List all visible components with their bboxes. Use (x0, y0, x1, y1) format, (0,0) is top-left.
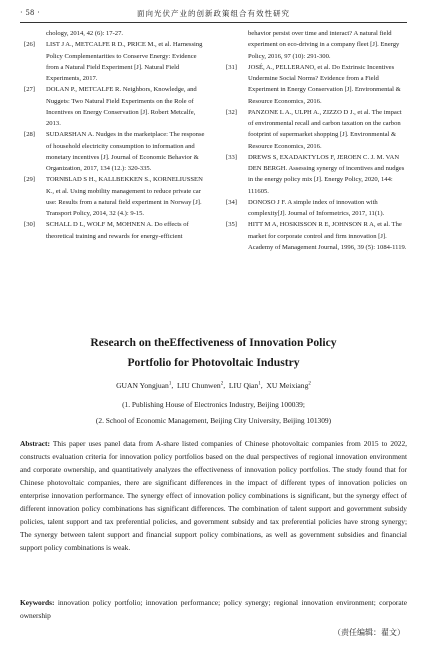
reference-item: chology, 2014, 42 (6): 17-27. (46, 30, 124, 37)
reference-item: [30] SCHALL D L, WOLF M, MOHNEN A. Do effects of theoretical training and rewards for energy-efficient (24, 221, 189, 240)
reference-item: [35] HITT M A, HOSKISSON R E, JOHNSON R A, et al. The market for corporate control and firm innovation [J]. Academy of Management Journal, 1996, 39 (5): 1084-1119. (226, 221, 407, 251)
affiliation-2: (2. School of Economic Management, Beijing City University, Beijing 101309) (95, 416, 332, 425)
reference-item: [27] DOLAN P., METCALFE R. Neighbors, Knowledge, and Nuggets: Two Natural Field Experiments on the Role of Incentives on Energy Conservation [J]. Robert Metcalfe, 2013. (24, 86, 197, 127)
affiliation-1: (1. Publishing House of Electronics Industry, Beijing 100039; (122, 400, 305, 409)
abstract (20, 437, 407, 554)
article-title-line2: Portfolio for Photovoltaic Industry (127, 356, 300, 369)
references-right-column (226, 28, 408, 253)
reference-item: [29] TORNBLAD S H., KALLBEKKEN S., KORNELIUSSEN K., et al. Using mobility management to reduce private car use: Results from a natural field experiment in Norway [J]. Transport Policy, 2014, 32 (4.): 9-15. (24, 176, 203, 217)
reference-item: [26] LIST J A., METCALFE R D., PRICE M., et al. Harnessing Policy Complementarities to Conserve Energy: Evidence from a Natural Field Experiment [J]. Natural Field Experiments, 2017. (24, 41, 203, 82)
author-affiliation-mark: 2 (308, 381, 311, 387)
author-affiliation-mark: 2 (220, 381, 224, 387)
reference-item: [31] JOSÉ, A., PELLERANO, et al. Do Extrinsic Incentives Undermine Social Norms? Evidence from a Field Experiment in Energy Conservation [J]. Environmental & Resource Economics, 2016. (226, 63, 401, 105)
author-list: GUAN Yongjuan$^1$, LIU Chunwen$^2$, LIU Qian$^1$, XU Meixiang$^2$ (116, 381, 311, 390)
author-name: GUAN Yongjuan (116, 381, 169, 390)
article-title-line1: Research on theEffectiveness of Innovation Policy (90, 336, 337, 349)
abstract-text: This paper uses panel data from A-share listed companies of Chinese photovoltaic companies from 2015 to 2022, constructs evaluation criteria for innovation policy portfolios based on the dual perspectives of regional innovation environment and corporate ownership, and quantitatively analyzes the effectiveness of innovation policy portfolios. The study found that for Chinese photovoltaic companies, there are significant differences in the impact of different types of innovation policies on enterprise innovation performance. The synergy effect of innovation policy combinations is significant, but the synergy effect of different innovation policy combinations has significant differences. The combination of talent support and government subsidy policies, talent support and tax preferential policies, and government subsidy and tax preferential policies have strong synergy; The synergy between talent support and financial support policy combinations, as well as government subsidies and financial support policy combinations is weak. (20, 439, 407, 552)
reference-item: [28] SUDARSHAN A. Nudges in the marketplace: The response of household electricity consumption to information and monetary incentives [J]. Journal of Economic Behavior & Organization, 2017, 134 (12.): 320-335. (24, 131, 205, 172)
header-rule (20, 22, 407, 23)
keywords-label: Keywords: (20, 598, 55, 607)
author-affiliation-mark: 1 (168, 381, 172, 387)
reference-item: behavior persist over time and interact? A natural field experiment on eco-driving in a company fleet [J]. Energy Policy, 2016, 97 (10): 291-300. (248, 30, 400, 60)
running-title: 面向光伏产业的创新政策组合有效性研究 (137, 9, 290, 18)
reference-item: [33] DREWS S, EXADAKTYLOS F, JEROEN C. J. M. VAN DEN BERGH. Assessing synergy of incentives and nudges in the energy policy mix [J]. Energy Policy, 2020, 144: 111605. (226, 153, 405, 195)
author-name: LIU Chunwen (177, 381, 221, 390)
abstract-label: Abstract: (20, 439, 50, 448)
keywords (20, 596, 407, 622)
references-left-column (24, 28, 206, 242)
page-number: · 58 · (20, 8, 41, 17)
responsible-editor: （责任编辑：翟文） (333, 628, 405, 637)
author-name: XU Meixiang (266, 381, 309, 390)
reference-item: [32] PANZONE L A., ULPH A., ZIZZO D J., et al. The impact of environmental recall and carbon taxation on the carbon footprint of supermarket shopping [J]. Environmental & Resource Economics, 2016. (226, 108, 402, 150)
keywords-text: innovation policy portfolio; innovation performance; policy synergy; regional innovation environment; corporate ownership (20, 598, 407, 620)
author-affiliation-mark: 1 (258, 381, 261, 387)
author-name: LIU Qian (228, 381, 259, 390)
reference-item: [34] DONOSO J F. A simple index of innovation with complexity[J]. Journal of Informetrics, 2017, 11(1). (226, 198, 385, 217)
